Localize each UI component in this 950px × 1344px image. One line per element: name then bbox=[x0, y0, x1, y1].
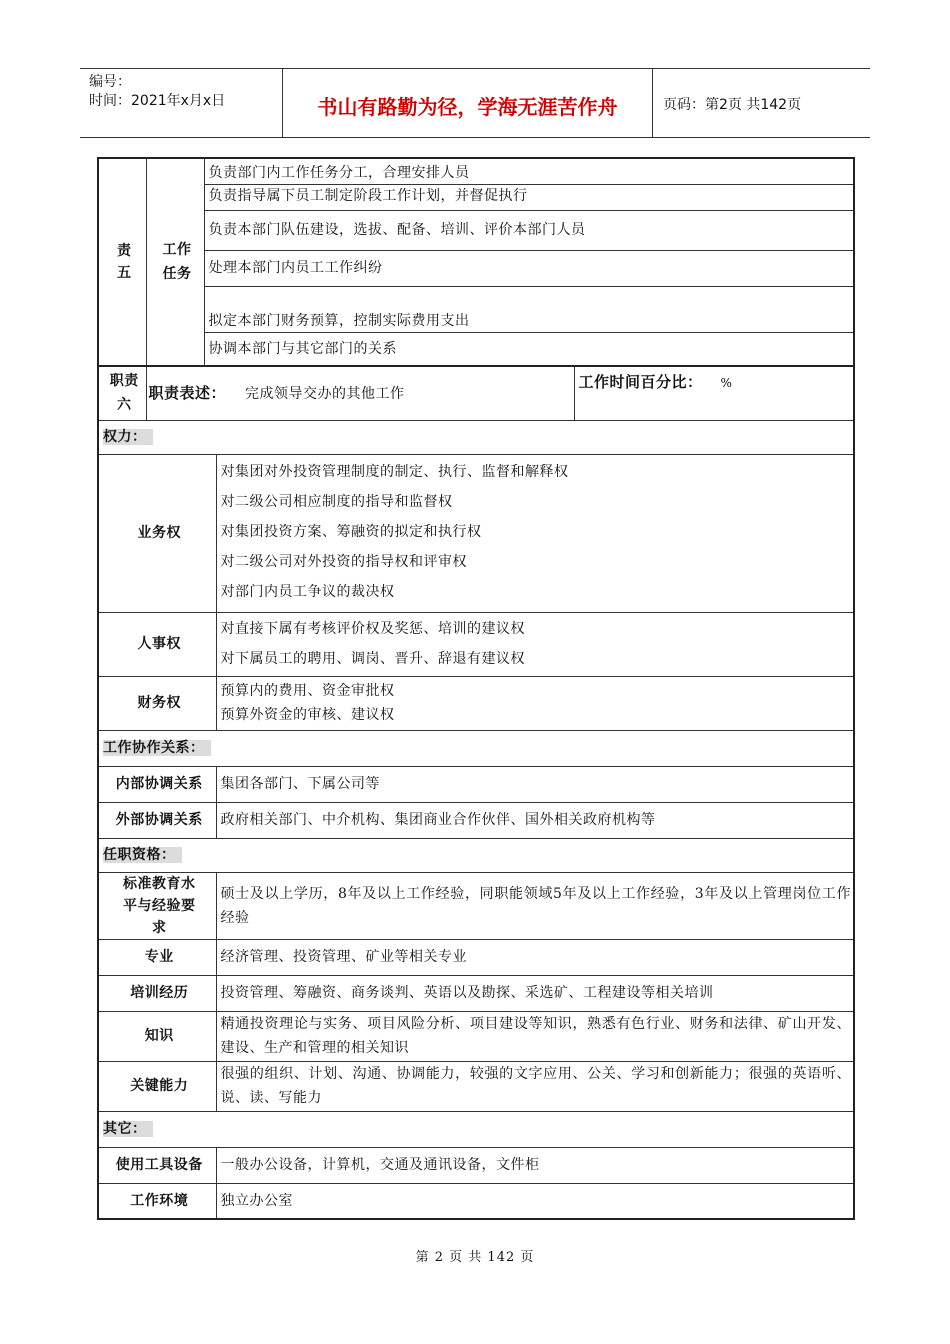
header-meta bbox=[80, 69, 283, 137]
personnel-power-item: 对下属员工的聘用、调岗、晋升、辞退有建议权 bbox=[220, 651, 525, 667]
finance-power-item: 预算外资金的审核、建议权 bbox=[220, 707, 395, 723]
personnel-power-item: 对直接下属有考核评价权及奖惩、培训的建议权 bbox=[220, 621, 525, 637]
business-power-label: 业务权 bbox=[98, 454, 216, 612]
business-power-item: 对二级公司相应制度的指导和监督权 bbox=[220, 494, 453, 510]
work-environment-label: 工作环境 bbox=[98, 1183, 216, 1219]
document-number: 编号： bbox=[89, 74, 131, 90]
finance-power-list bbox=[216, 676, 854, 730]
business-power-list bbox=[216, 454, 854, 612]
education-label: 标准教育水平与经验要求 bbox=[98, 872, 216, 939]
education-value: 硕士及以上学历，8年及以上工作经验，同职能领域5年及以上工作经验，3年及以上管理岗位工作经验 bbox=[216, 872, 854, 939]
header-page-code: 页码：第2页 共142页 bbox=[663, 97, 802, 113]
page-footer: 第 2 页 共 142 页 bbox=[415, 1250, 535, 1265]
duty5-sublabel: 工作任务 bbox=[146, 158, 204, 366]
other-section-title: 其它： bbox=[98, 1111, 854, 1147]
training-value: 投资管理、筹融资、商务谈判、英语以及勘探、采选矿、工程建设等相关培训 bbox=[216, 975, 854, 1011]
finance-power-label: 财务权 bbox=[98, 676, 216, 730]
key-ability-label: 关键能力 bbox=[98, 1061, 216, 1111]
business-power-item: 对部门内员工争议的裁决权 bbox=[220, 584, 395, 600]
personnel-power-label: 人事权 bbox=[98, 612, 216, 676]
major-label: 专业 bbox=[98, 939, 216, 975]
job-description-table bbox=[97, 157, 855, 1220]
duty6-label: 职责六 bbox=[98, 366, 146, 420]
power-section-title: 权力： bbox=[98, 420, 854, 454]
duty5-task: 拟定本部门财务预算，控制实际费用支出 bbox=[204, 286, 854, 332]
duty5-task: 协调本部门与其它部门的关系 bbox=[204, 332, 854, 366]
duty6-time-label: 工作时间百分比： bbox=[578, 373, 703, 391]
external-coordination-label: 外部协调关系 bbox=[98, 802, 216, 838]
major-value: 经济管理、投资管理、矿业等相关专业 bbox=[216, 939, 854, 975]
duty5-label: 责五 bbox=[98, 158, 146, 366]
business-power-item: 对二级公司对外投资的指导权和评审权 bbox=[220, 554, 467, 570]
internal-coordination-label: 内部协调关系 bbox=[98, 766, 216, 802]
finance-power-item: 预算内的费用、资金审批权 bbox=[220, 683, 395, 699]
header-motto: 书山有路勤为径，学海无涯苦作舟 bbox=[283, 69, 653, 137]
duty6-description bbox=[146, 366, 574, 420]
tools-value: 一般办公设备，计算机，交通及通讯设备，文件柜 bbox=[216, 1147, 854, 1183]
duty6-time bbox=[574, 366, 854, 420]
work-environment-value: 独立办公室 bbox=[216, 1183, 854, 1219]
duty5-task: 负责指导属下员工制定阶段工作计划，并督促执行 bbox=[204, 184, 854, 210]
business-power-item: 对集团投资方案、筹融资的拟定和执行权 bbox=[220, 524, 482, 540]
personnel-power-list bbox=[216, 612, 854, 676]
knowledge-value: 精通投资理论与实务、项目风险分析、项目建设等知识，熟悉有色行业、财务和法律、矿山开发、建设、生产和管理的相关知识 bbox=[216, 1011, 854, 1061]
cooperation-section-title: 工作协作关系： bbox=[98, 730, 854, 766]
duty5-task: 负责本部门队伍建设，选拔、配备、培训、评价本部门人员 bbox=[204, 210, 854, 250]
training-label: 培训经历 bbox=[98, 975, 216, 1011]
duty6-desc-label: 职责表述： bbox=[148, 383, 227, 402]
internal-coordination-value: 集团各部门、下属公司等 bbox=[216, 766, 854, 802]
duty5-task: 负责部门内工作任务分工，合理安排人员 bbox=[204, 158, 854, 184]
duty5-task: 处理本部门内员工工作纠纷 bbox=[204, 250, 854, 286]
duty6-time-unit: % bbox=[720, 376, 733, 390]
qualification-section-title: 任职资格： bbox=[98, 838, 854, 872]
business-power-item: 对集团对外投资管理制度的制定、执行、监督和解释权 bbox=[220, 464, 569, 480]
tools-label: 使用工具设备 bbox=[98, 1147, 216, 1183]
page-header bbox=[80, 68, 870, 138]
external-coordination-value: 政府相关部门、中介机构、集团商业合作伙伴、国外相关政府机构等 bbox=[216, 802, 854, 838]
duty6-desc-text: 完成领导交办的其他工作 bbox=[244, 385, 405, 402]
knowledge-label: 知识 bbox=[98, 1011, 216, 1061]
key-ability-value: 很强的组织、计划、沟通、协调能力，较强的文字应用、公关、学习和创新能力；很强的英语听、说、读、写能力 bbox=[216, 1061, 854, 1111]
document-date: 时间：2021年x月x日 bbox=[89, 93, 226, 109]
